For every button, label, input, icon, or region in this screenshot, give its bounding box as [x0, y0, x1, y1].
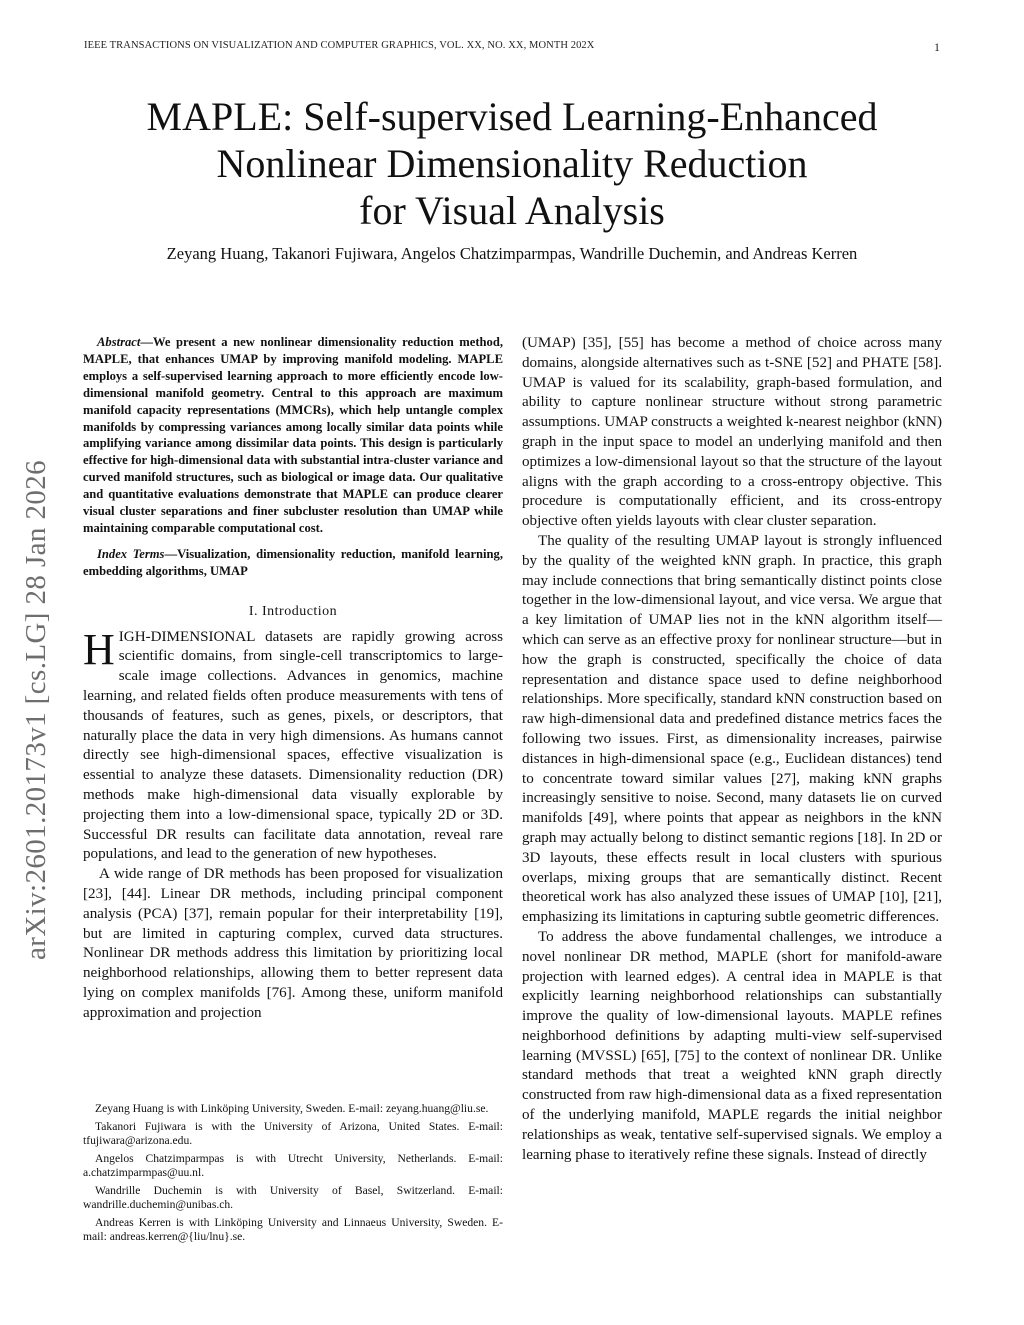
footnote: Andreas Kerren is with Linköping University and Linnaeus University, Sweden. E-mail: andreas.kerren@{liu/lnu}.se.: [83, 1215, 503, 1243]
left-column: [83, 334, 503, 1024]
index-terms-text: —Visualization, dimensionality reduction, manifold learning, embedding algorithms, UMAP: [83, 546, 503, 578]
intro-paragraph-1-wrap: [83, 624, 503, 866]
title-line-1: MAPLE: Self-supervised Learning-Enhanced: [146, 94, 878, 139]
right-paragraph-1: (UMAP) [35], [55] has become a method of choice across many domains, alongside alternatives such as t-SNE [52] and PHATE [58]. UMAP is valued for its scalability, graph-based formulation, and ability to capture nonlinear structure without strong parametric assumptions. UMAP constructs a weighted k-nearest neighbor (kNN) graph in the input space to model an underlying manifold and then optimizes a low-dimensional layout so that the structure of the layout aligns with the graph according to a cross-entropy objective. This procedure is computationally efficient, and its cross-entropy objective often yields layouts with clear cluster separation.: [522, 335, 942, 530]
author-footnotes: [83, 1102, 503, 1248]
footnote: Takanori Fujiwara is with the University of Arizona, United States. E-mail: tfujiwara@arizona.edu.: [83, 1119, 503, 1147]
abstract-text: —We present a new nonlinear dimensionality reduction method, MAPLE, that enhances UMAP by improving manifold modeling. MAPLE employs a self-supervised learning approach to more efficiently encode low-dimensional manifold geometry. Central to this approach are maximum manifold capacity representations (MMCRs), which help untangle complex manifolds by compressing variances among locally similar data points while amplifying variance among dissimilar data points. This design is particularly effective for high-dimensional data with substantial intra-cluster variance and curved manifold structures, such as biological or image data. Our qualitative and quantitative evaluations demonstrate that MAPLE can produce clearer visual cluster separations and finer subcluster resolution than UMAP while maintaining comparable computational cost.: [83, 335, 503, 535]
intro-paragraph-2: A wide range of DR methods has been proposed for visualization [23], [44]. Linear DR methods, including principal component analysis (PCA) [37], remain popular for their interpretability [19], but are limited in capturing complex, curved data structures. Nonlinear DR methods address this limitation by prioritizing local neighborhood relationships, allowing them to better represent data lying on complex manifolds [76]. Among these, uniform manifold approximation and projection: [83, 866, 503, 1021]
index-terms: [83, 546, 503, 580]
footnote: Angelos Chatzimparmpas is with Utrecht University, Netherlands. E-mail: a.chatzimparmpas@uu.nl.: [83, 1151, 503, 1179]
arxiv-identifier: arXiv:2601.20173v1 [cs.LG] 28 Jan 2026: [20, 459, 52, 960]
intro-paragraph-1: IGH-DIMENSIONAL datasets are rapidly growing across scientific domains, from single-cell transcriptomics to large-scale image collections. Advances in genomics, machine learning, and related fields often produce measurements with tens of thousands of features, such as genes, pixels, or descriptors, that naturally place the data in very high dimensions. As humans cannot directly see high-dimensional spaces, effective visualization is essential to analyze these datasets. Dimensionality reduction (DR) methods make high-dimensional data visually explorable by projecting them into a low-dimensional space, typically 2D or 3D. Successful DR results can facilitate data annotation, reveal rare populations, and lead to the generation of new hypotheses.: [83, 628, 503, 863]
title-line-2: Nonlinear Dimensionality Reduction: [216, 141, 808, 186]
footnote: Wandrille Duchemin is with University of Basel, Switzerland. E-mail: wandrille.duchemin@unibas.ch.: [83, 1183, 503, 1211]
index-terms-lead: Index Terms: [97, 546, 165, 561]
drop-cap: H: [83, 624, 115, 674]
author-list: Zeyang Huang, Takanori Fujiwara, Angelos Chatzimparmpas, Wandrille Duchemin, and Andreas Kerren: [166, 244, 858, 263]
section-heading-introduction: I. Introduction: [248, 603, 338, 619]
page-number: 1: [934, 40, 940, 54]
abstract: [83, 334, 503, 537]
title-line-3: for Visual Analysis: [359, 188, 665, 233]
right-paragraph-2: The quality of the resulting UMAP layout is strongly influenced by the quality of the weighted kNN graph. In practice, this graph may include connections that bring semantically distinct points close together in the low-dimensional layout, and vice versa. We argue that a key limitation of UMAP lies not in the kNN algorithm itself—which can serve as an effective proxy for nonlinear structure—but in how the graph is constructed, specifically the choice of data representation and distance space used to define neighborhood relationships. More specifically, standard kNN construction based on raw high-dimensional data and predefined distance metrics faces the following two issues. First, as dimensionality increases, pairwise distances in high-dimensional space (e.g., Euclidean distances) tend to concentrate toward similar values [27], making kNN graphs increasingly sensitive to noise. Second, many datasets lie on curved manifolds [49], where points that appear as neighbors in the kNN graph may actually belong to distinct semantic regions [18]. In 2D or 3D layouts, these effects result in local clusters with spurious overlaps, mixing groups that are semantically distinct. Recent theoretical work has also analyzed these issues of UMAP [10], [21], emphasizing its limitations in capturing subtle geometric differences.: [522, 532, 942, 926]
right-column: [522, 334, 942, 1165]
footnote: Zeyang Huang is with Linköping University, Sweden. E-mail: zeyang.huang@liu.se.: [95, 1102, 489, 1115]
paper-title: [84, 93, 940, 234]
running-head: IEEE TRANSACTIONS ON VISUALIZATION AND COMPUTER GRAPHICS, VOL. XX, NO. XX, MONTH 202X: [84, 40, 595, 51]
right-paragraph-3: To address the above fundamental challenges, we introduce a novel nonlinear DR method, MAPLE (short for manifold-aware projection with learned edges). A central idea in MAPLE is that explicitly learning neighborhood relationships can substantially improve the quality of low-dimensional layouts. MAPLE refines neighborhood definitions by adapting multi-view self-supervised learning (MVSSL) [65], [75] to the context of nonlinear DR. Unlike standard methods that treat a weighted kNN graph directly constructed from raw high-dimensional data as a fixed representation of the underlying manifold, MAPLE regards the initial neighbor relationships as weak, tentative self-supervised signals. We employ a learning phase to iteratively refine these signals. Instead of directly: [522, 928, 942, 1163]
abstract-lead: Abstract: [97, 335, 141, 349]
